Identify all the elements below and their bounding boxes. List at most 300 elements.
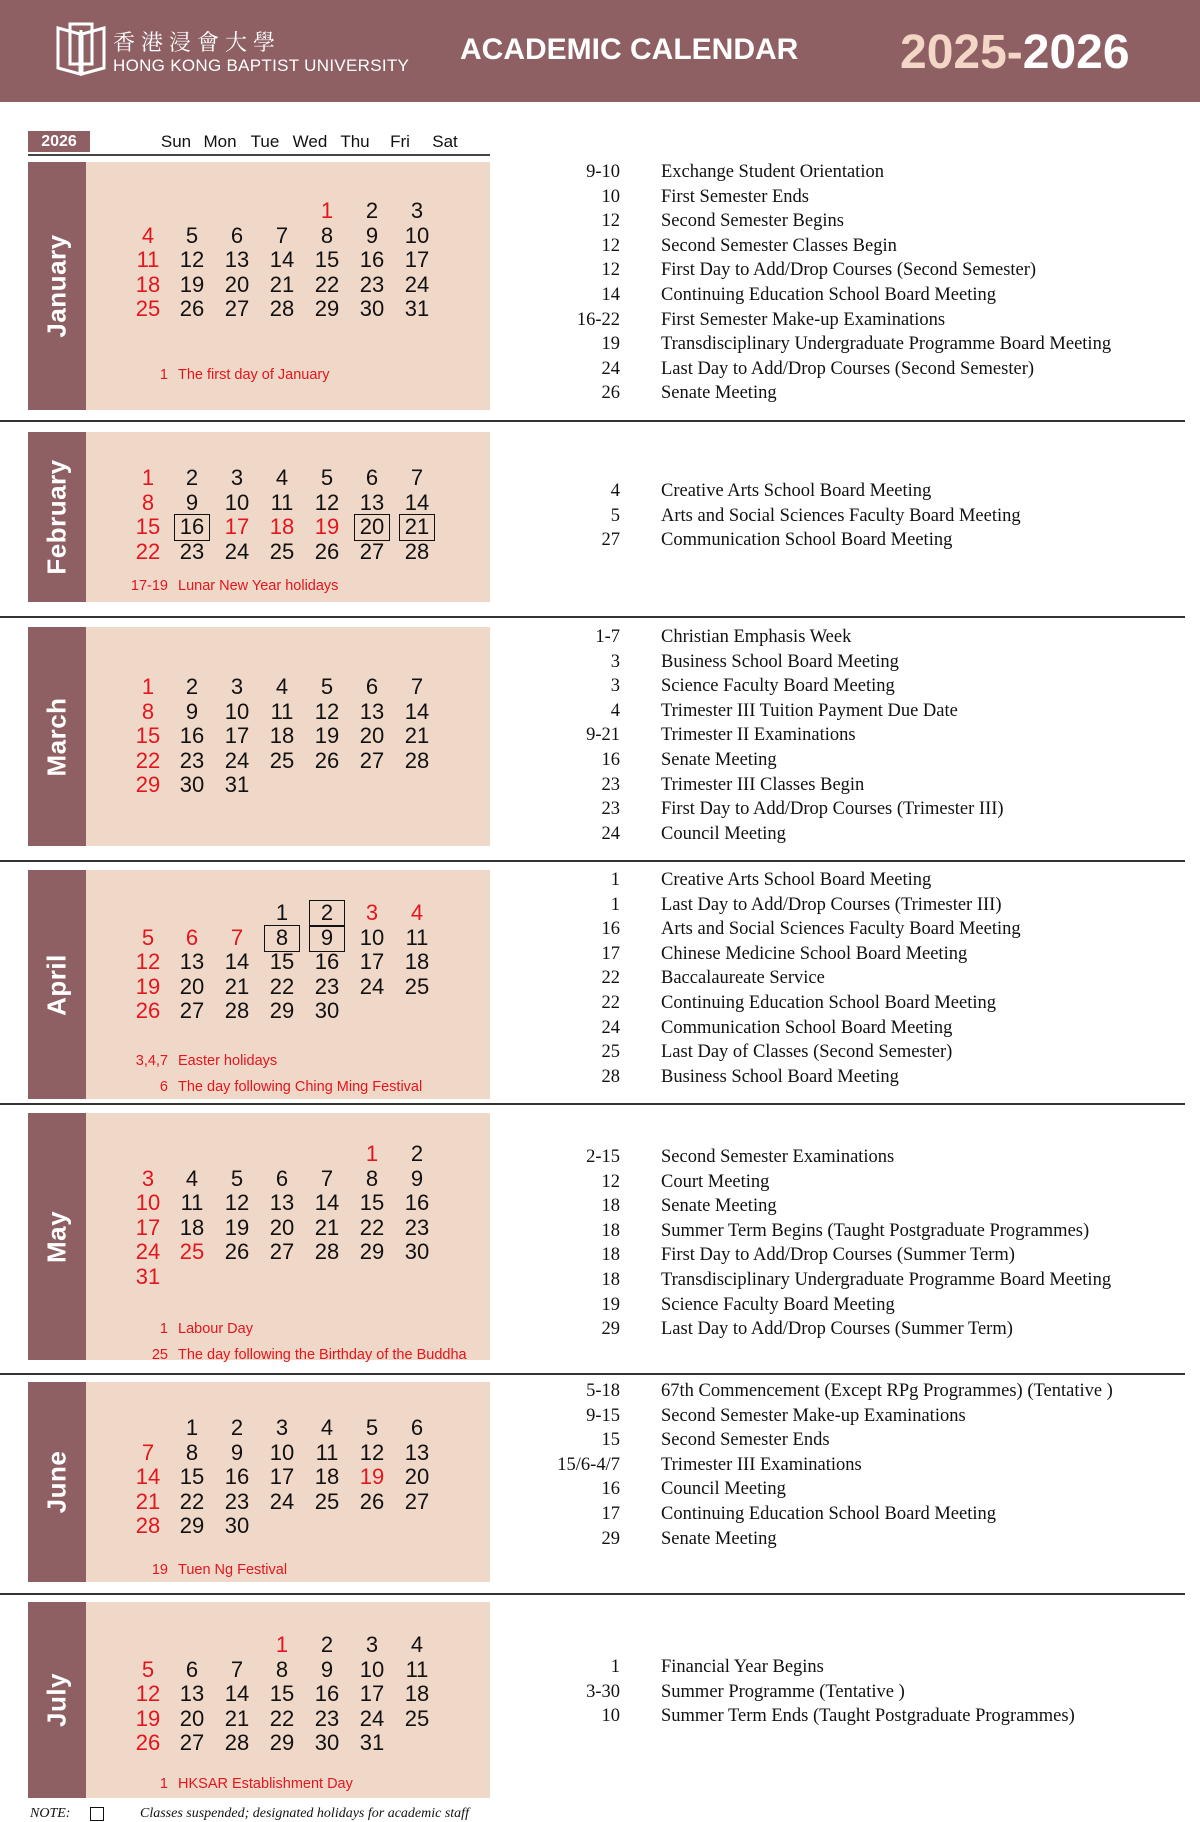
calendar-day: 23 xyxy=(359,271,385,297)
event-row xyxy=(540,530,1180,552)
month-separator xyxy=(0,616,1185,618)
holiday-date: 1 xyxy=(159,1321,168,1337)
weekday-header: Tue xyxy=(250,132,280,151)
event-label: Second Semester Examinations xyxy=(661,1147,895,1167)
month-separator xyxy=(0,1373,1185,1375)
calendar-day: 23 xyxy=(179,538,205,564)
month-name: June xyxy=(41,1450,72,1514)
holiday-date: 25 xyxy=(151,1347,168,1363)
calendar-day: 14 xyxy=(224,1681,250,1707)
calendar-day: 12 xyxy=(179,247,205,273)
calendar-day: 22 xyxy=(135,538,161,564)
page-title: ACADEMIC CALENDAR xyxy=(460,33,799,66)
calendar-day: 17 xyxy=(359,949,385,975)
event-label: Business School Board Meeting xyxy=(661,651,899,672)
event-date: 28 xyxy=(601,1066,620,1087)
calendar-day: 20 xyxy=(179,1705,205,1731)
weekday-header: Fri xyxy=(390,132,410,151)
calendar-day: 8 xyxy=(264,925,300,952)
event-label: Continuing Education School Board Meeting xyxy=(661,993,997,1013)
calendar-day: 18 xyxy=(179,1214,205,1240)
event-label: Senate Meeting xyxy=(661,750,777,770)
calendar-day: 28 xyxy=(404,538,430,564)
event-date: 29 xyxy=(601,1319,620,1340)
calendar-day: 8 xyxy=(275,1656,289,1682)
calendar-day: 16 xyxy=(314,1681,340,1707)
event-row xyxy=(540,1529,1180,1551)
event-row xyxy=(540,506,1180,528)
event-label: Financial Year Begins xyxy=(661,1657,824,1677)
calendar-day: 2 xyxy=(320,1632,334,1657)
event-label: Continuing Education School Board Meeting xyxy=(661,1504,997,1524)
calendar-day: 3 xyxy=(410,198,424,223)
event-label: Communication School Board Meeting xyxy=(661,530,953,551)
calendar-day: 14 xyxy=(314,1190,340,1216)
calendar-day: 28 xyxy=(224,1730,250,1756)
event-row xyxy=(540,236,1180,258)
event-date: 18 xyxy=(601,1245,620,1266)
calendar-day: 2 xyxy=(410,1141,424,1166)
calendar-day: 12 xyxy=(359,1439,385,1465)
calendar-day: 20 xyxy=(179,973,205,999)
calendar-day: 28 xyxy=(269,296,295,322)
event-date: 1 xyxy=(610,870,620,890)
calendar-day: 1 xyxy=(275,1632,289,1657)
calendar-day: 5 xyxy=(320,465,334,490)
calendar-day: 29 xyxy=(314,296,340,322)
calendar-day: 29 xyxy=(135,772,161,798)
event-date: 18 xyxy=(601,1196,620,1217)
calendar-day: 21 xyxy=(224,1705,250,1731)
event-label: Last Day to Add/Drop Courses (Second Semester) xyxy=(661,358,1035,379)
calendar-day: 29 xyxy=(269,998,295,1024)
month-name: March xyxy=(41,696,72,777)
calendar-day: 11 xyxy=(405,1656,429,1682)
event-row xyxy=(540,285,1180,307)
event-row xyxy=(540,1706,1180,1728)
calendar-day: 20 xyxy=(359,723,385,749)
university-name-chinese: 香港浸會大學 xyxy=(113,31,282,56)
boxed-day-legend-icon xyxy=(90,1807,104,1821)
calendar-day: 3 xyxy=(230,674,244,699)
calendar-day: 2 xyxy=(309,900,345,927)
month-side-tab xyxy=(28,1382,86,1582)
calendar-day: 25 xyxy=(404,1705,430,1731)
calendar-day: 5 xyxy=(141,924,155,950)
calendar-day: 28 xyxy=(314,1239,340,1265)
event-date: 12 xyxy=(601,1171,620,1192)
event-label: Second Semester Begins xyxy=(661,211,844,232)
event-row xyxy=(540,211,1180,233)
event-date: 3-30 xyxy=(586,1681,620,1702)
event-label: Second Semester Make-up Examinations xyxy=(661,1405,966,1426)
event-date: 26 xyxy=(601,383,620,404)
event-label: First Semester Make-up Examinations xyxy=(661,309,946,330)
month-side-tab xyxy=(28,1602,86,1798)
event-label: Arts and Social Sciences Faculty Board Meeting xyxy=(661,919,1021,940)
event-row xyxy=(540,1479,1180,1501)
event-date: 17 xyxy=(601,943,620,964)
calendar-day: 10 xyxy=(135,1190,161,1216)
calendar-day: 16 xyxy=(404,1190,430,1216)
holiday-date: 1 xyxy=(159,1776,168,1792)
calendar-day: 11 xyxy=(270,698,294,724)
calendar-day: 2 xyxy=(185,465,199,490)
calendar-day: 25 xyxy=(179,1239,205,1265)
event-row xyxy=(540,944,1180,966)
event-row xyxy=(540,870,1180,892)
event-row xyxy=(540,1067,1180,1089)
event-row xyxy=(540,799,1180,821)
month-panel-july xyxy=(28,1602,490,1798)
calendar-day: 14 xyxy=(135,1464,161,1490)
month-name: April xyxy=(41,953,72,1016)
calendar-day: 4 xyxy=(185,1165,199,1191)
month-side-tab xyxy=(28,1113,86,1360)
event-label: Council Meeting xyxy=(661,823,786,844)
event-row xyxy=(540,1147,1180,1169)
calendar-day: 19 xyxy=(359,1464,385,1490)
holiday-date: 1 xyxy=(159,367,168,383)
header-banner xyxy=(0,0,1200,102)
calendar-day: 15 xyxy=(269,949,295,975)
calendar-day: 24 xyxy=(359,1705,385,1731)
calendar-day: 6 xyxy=(365,674,379,699)
calendar-day: 29 xyxy=(269,1730,295,1756)
calendar-day: 12 xyxy=(224,1190,250,1216)
calendar-day: 1 xyxy=(365,1141,379,1166)
event-row xyxy=(540,1196,1180,1218)
academic-year-start: 2025- xyxy=(900,26,1023,79)
event-date: 12 xyxy=(601,235,620,256)
calendar-day: 22 xyxy=(314,271,340,297)
calendar-day: 2 xyxy=(185,674,199,699)
calendar-day: 13 xyxy=(359,698,385,724)
hkbu-logo-icon xyxy=(54,22,108,78)
event-date: 16 xyxy=(601,1479,620,1500)
event-row xyxy=(540,334,1180,356)
event-date: 12 xyxy=(601,211,620,232)
event-row xyxy=(540,1270,1180,1292)
calendar-day: 16 xyxy=(314,949,340,975)
event-row xyxy=(540,1504,1180,1526)
calendar-day: 10 xyxy=(404,222,430,248)
event-label: Trimester III Tuition Payment Due Date xyxy=(661,700,958,721)
calendar-day: 19 xyxy=(224,1214,250,1240)
calendar-day: 9 xyxy=(185,698,199,724)
event-label: Summer Term Begins (Taught Postgraduate Programmes) xyxy=(661,1220,1090,1241)
calendar-day: 26 xyxy=(359,1488,385,1514)
event-date: 1 xyxy=(610,1657,620,1677)
calendar-day: 21 xyxy=(224,973,250,999)
calendar-day: 5 xyxy=(185,222,199,248)
calendar-day: 4 xyxy=(141,222,155,248)
calendar-day: 11 xyxy=(136,247,160,273)
calendar-day: 9 xyxy=(185,489,199,515)
event-row xyxy=(540,701,1180,723)
calendar-day: 6 xyxy=(410,1415,424,1440)
event-row xyxy=(540,676,1180,698)
event-row xyxy=(540,627,1180,649)
calendar-day: 8 xyxy=(141,489,155,515)
calendar-day: 13 xyxy=(269,1190,295,1216)
event-label: Summer Term Ends (Taught Postgraduate Programmes) xyxy=(661,1706,1075,1727)
calendar-day: 14 xyxy=(404,489,430,515)
calendar-day: 19 xyxy=(314,514,340,540)
university-name-english: HONG KONG BAPTIST UNIVERSITY xyxy=(113,56,410,75)
calendar-day: 31 xyxy=(404,296,430,322)
month-side-tab xyxy=(28,870,86,1099)
calendar-day: 5 xyxy=(365,1415,379,1440)
event-label: Baccalaureate Service xyxy=(661,968,825,989)
academic-year xyxy=(900,25,1130,80)
calendar-day: 3 xyxy=(230,465,244,490)
calendar-day: 28 xyxy=(135,1513,161,1539)
event-date: 17 xyxy=(601,1504,620,1524)
event-label: First Day to Add/Drop Courses (Trimester III) xyxy=(661,799,1004,820)
event-row xyxy=(540,1406,1180,1428)
event-label: Second Semester Ends xyxy=(661,1430,830,1451)
calendar-day: 30 xyxy=(224,1513,250,1539)
event-row xyxy=(540,968,1180,990)
calendar-day: 1 xyxy=(320,198,334,223)
calendar-day: 21 xyxy=(404,723,430,749)
note-label: NOTE: xyxy=(30,1806,71,1821)
weekday-header: Wed xyxy=(292,132,328,151)
event-label: Trimester II Examinations xyxy=(661,725,856,746)
calendar-day: 10 xyxy=(269,1439,295,1465)
calendar-day: 6 xyxy=(185,924,199,950)
calendar-day: 28 xyxy=(404,747,430,773)
event-date: 16 xyxy=(601,750,620,770)
event-date: 16-22 xyxy=(576,309,620,330)
event-date: 18 xyxy=(601,1270,620,1290)
month-panel-april xyxy=(28,870,490,1099)
event-row xyxy=(540,750,1180,772)
calendar-day: 15 xyxy=(359,1190,385,1216)
month-separator xyxy=(0,1593,1185,1595)
calendar-day: 14 xyxy=(404,698,430,724)
calendar-day: 7 xyxy=(320,1165,334,1191)
calendar-day: 31 xyxy=(224,772,250,798)
event-date: 5-18 xyxy=(586,1381,620,1401)
calendar-day: 27 xyxy=(269,1239,295,1265)
calendar-day: 24 xyxy=(224,538,250,564)
calendar-day: 1 xyxy=(141,465,155,490)
calendar-day: 17 xyxy=(269,1464,295,1490)
event-label: Creative Arts School Board Meeting xyxy=(661,481,932,501)
event-row xyxy=(540,310,1180,332)
calendar-day: 14 xyxy=(224,949,250,975)
holiday-label: HKSAR Establishment Day xyxy=(178,1776,353,1792)
calendar-day: 27 xyxy=(224,296,250,322)
calendar-day: 17 xyxy=(404,247,430,273)
calendar-day: 26 xyxy=(135,998,161,1024)
calendar-day: 21 xyxy=(314,1214,340,1240)
month-name: July xyxy=(41,1672,72,1728)
event-label: Transdisciplinary Undergraduate Programme Board Meeting xyxy=(661,334,1112,355)
calendar-day: 21 xyxy=(399,514,435,541)
holiday-date: 6 xyxy=(159,1079,168,1095)
calendar-day: 7 xyxy=(230,1656,244,1682)
month-panel-march xyxy=(28,627,490,846)
calendar-day: 11 xyxy=(270,489,294,515)
calendar-day: 26 xyxy=(135,1730,161,1756)
event-row xyxy=(540,1455,1180,1477)
calendar-day: 8 xyxy=(185,1439,199,1465)
weekday-header: Thu xyxy=(340,132,370,151)
calendar-day: 22 xyxy=(359,1214,385,1240)
calendar-day: 12 xyxy=(314,489,340,515)
month-name: January xyxy=(41,234,72,338)
event-label: First Day to Add/Drop Courses (Summer Term) xyxy=(661,1245,1015,1266)
event-date: 23 xyxy=(601,774,620,795)
event-date: 22 xyxy=(601,993,620,1013)
calendar-day: 9 xyxy=(320,1656,334,1682)
holiday-date: 17-19 xyxy=(130,578,168,594)
event-label: Science Faculty Board Meeting xyxy=(661,676,895,697)
event-row xyxy=(540,824,1180,846)
calendar-day: 22 xyxy=(135,747,161,773)
event-row xyxy=(540,260,1180,282)
event-row xyxy=(540,993,1180,1015)
month-name: February xyxy=(41,459,72,575)
event-label: Chinese Medicine School Board Meeting xyxy=(661,943,968,964)
event-label: Court Meeting xyxy=(661,1171,770,1192)
event-label: First Semester Ends xyxy=(661,186,809,207)
calendar-day: 10 xyxy=(359,924,385,950)
event-label: Last Day to Add/Drop Courses (Trimester III) xyxy=(661,894,1002,915)
calendar-day: 21 xyxy=(269,271,295,297)
calendar-day: 18 xyxy=(135,271,161,297)
calendar-day: 18 xyxy=(404,1681,430,1707)
calendar-day: 17 xyxy=(224,723,250,749)
calendar-day: 12 xyxy=(135,949,161,975)
event-row xyxy=(540,1430,1180,1452)
event-date: 5 xyxy=(610,505,620,526)
calendar-day: 27 xyxy=(404,1488,430,1514)
holiday-label: The day following the Birthday of the Buddha xyxy=(178,1347,467,1363)
event-date: 27 xyxy=(601,530,620,551)
note-text: Classes suspended; designated holidays for academic staff xyxy=(140,1806,469,1821)
event-date: 4 xyxy=(610,481,620,501)
event-row xyxy=(540,1682,1180,1704)
calendar-day: 24 xyxy=(224,747,250,773)
calendar-day: 2 xyxy=(230,1415,244,1440)
calendar-day: 18 xyxy=(404,949,430,975)
holiday-label: Lunar New Year holidays xyxy=(178,578,339,594)
event-row xyxy=(540,919,1180,941)
calendar-day: 22 xyxy=(269,973,295,999)
event-label: Creative Arts School Board Meeting xyxy=(661,870,932,890)
event-row xyxy=(540,652,1180,674)
event-row xyxy=(540,725,1180,747)
calendar-day: 20 xyxy=(269,1214,295,1240)
event-row xyxy=(540,1657,1180,1679)
calendar-day: 9 xyxy=(230,1439,244,1465)
event-row xyxy=(540,162,1180,184)
calendar-day: 16 xyxy=(359,247,385,273)
calendar-day: 15 xyxy=(269,1681,295,1707)
calendar-day: 15 xyxy=(135,723,161,749)
calendar-day: 12 xyxy=(314,698,340,724)
month-name: May xyxy=(41,1210,72,1263)
calendar-day: 25 xyxy=(404,973,430,999)
calendar-day: 22 xyxy=(179,1488,205,1514)
calendar-day: 7 xyxy=(275,222,289,248)
calendar-day: 30 xyxy=(179,772,205,798)
calendar-day: 16 xyxy=(179,723,205,749)
calendar-day: 27 xyxy=(359,538,385,564)
holiday-label: Easter holidays xyxy=(178,1053,278,1069)
event-label: First Day to Add/Drop Courses (Second Semester) xyxy=(661,260,1037,281)
event-date: 18 xyxy=(601,1220,620,1241)
calendar-day: 25 xyxy=(314,1488,340,1514)
academic-year-end: 2026 xyxy=(1022,26,1130,79)
event-date: 19 xyxy=(601,334,620,355)
calendar-day: 5 xyxy=(230,1165,244,1191)
calendar-day: 7 xyxy=(230,924,244,950)
event-label: 67th Commencement (Except RPg Programmes) (Tentative ) xyxy=(661,1381,1113,1401)
calendar-day: 4 xyxy=(410,1632,424,1657)
calendar-day: 18 xyxy=(269,514,295,540)
calendar-day: 13 xyxy=(179,949,205,975)
calendar-day: 14 xyxy=(269,247,295,273)
event-row xyxy=(540,359,1180,381)
month-side-tab xyxy=(28,627,86,846)
holiday-date: 19 xyxy=(151,1562,168,1578)
event-label: Continuing Education School Board Meeting xyxy=(661,285,997,305)
month-separator xyxy=(0,860,1185,862)
calendar-day: 26 xyxy=(179,296,205,322)
calendar-day: 9 xyxy=(410,1165,424,1191)
event-label: Trimester III Examinations xyxy=(661,1454,862,1475)
calendar-day: 13 xyxy=(224,247,250,273)
event-label: Senate Meeting xyxy=(661,383,777,404)
calendar-day: 11 xyxy=(180,1190,204,1216)
month-side-tab xyxy=(28,432,86,602)
event-date: 15/6-4/7 xyxy=(557,1454,620,1475)
calendar-day: 23 xyxy=(179,747,205,773)
calendar-day: 25 xyxy=(269,538,295,564)
calendar-day: 13 xyxy=(179,1681,205,1707)
calendar-day: 8 xyxy=(365,1165,379,1191)
event-row xyxy=(540,1381,1180,1403)
calendar-day: 3 xyxy=(275,1415,289,1440)
calendar-day: 3 xyxy=(365,1632,379,1657)
event-date: 15 xyxy=(601,1430,620,1451)
calendar-day: 16 xyxy=(174,514,210,541)
calendar-day: 15 xyxy=(179,1464,205,1490)
calendar-day: 27 xyxy=(179,1730,205,1756)
calendar-day: 25 xyxy=(135,296,161,322)
month-panel-january xyxy=(28,162,490,410)
calendar-day: 1 xyxy=(275,900,289,925)
event-row xyxy=(540,1042,1180,1064)
event-date: 10 xyxy=(601,1706,620,1727)
weekday-header: Sat xyxy=(432,132,458,151)
calendar-day: 27 xyxy=(359,747,385,773)
calendar-day: 30 xyxy=(359,296,385,322)
calendar-day: 24 xyxy=(269,1488,295,1514)
calendar-day: 23 xyxy=(224,1488,250,1514)
event-row xyxy=(540,895,1180,917)
event-date: 4 xyxy=(610,700,620,721)
calendar-day: 10 xyxy=(359,1656,385,1682)
event-date: 3 xyxy=(610,651,620,672)
weekday-header: Sun xyxy=(160,132,192,151)
calendar-day: 23 xyxy=(314,1705,340,1731)
